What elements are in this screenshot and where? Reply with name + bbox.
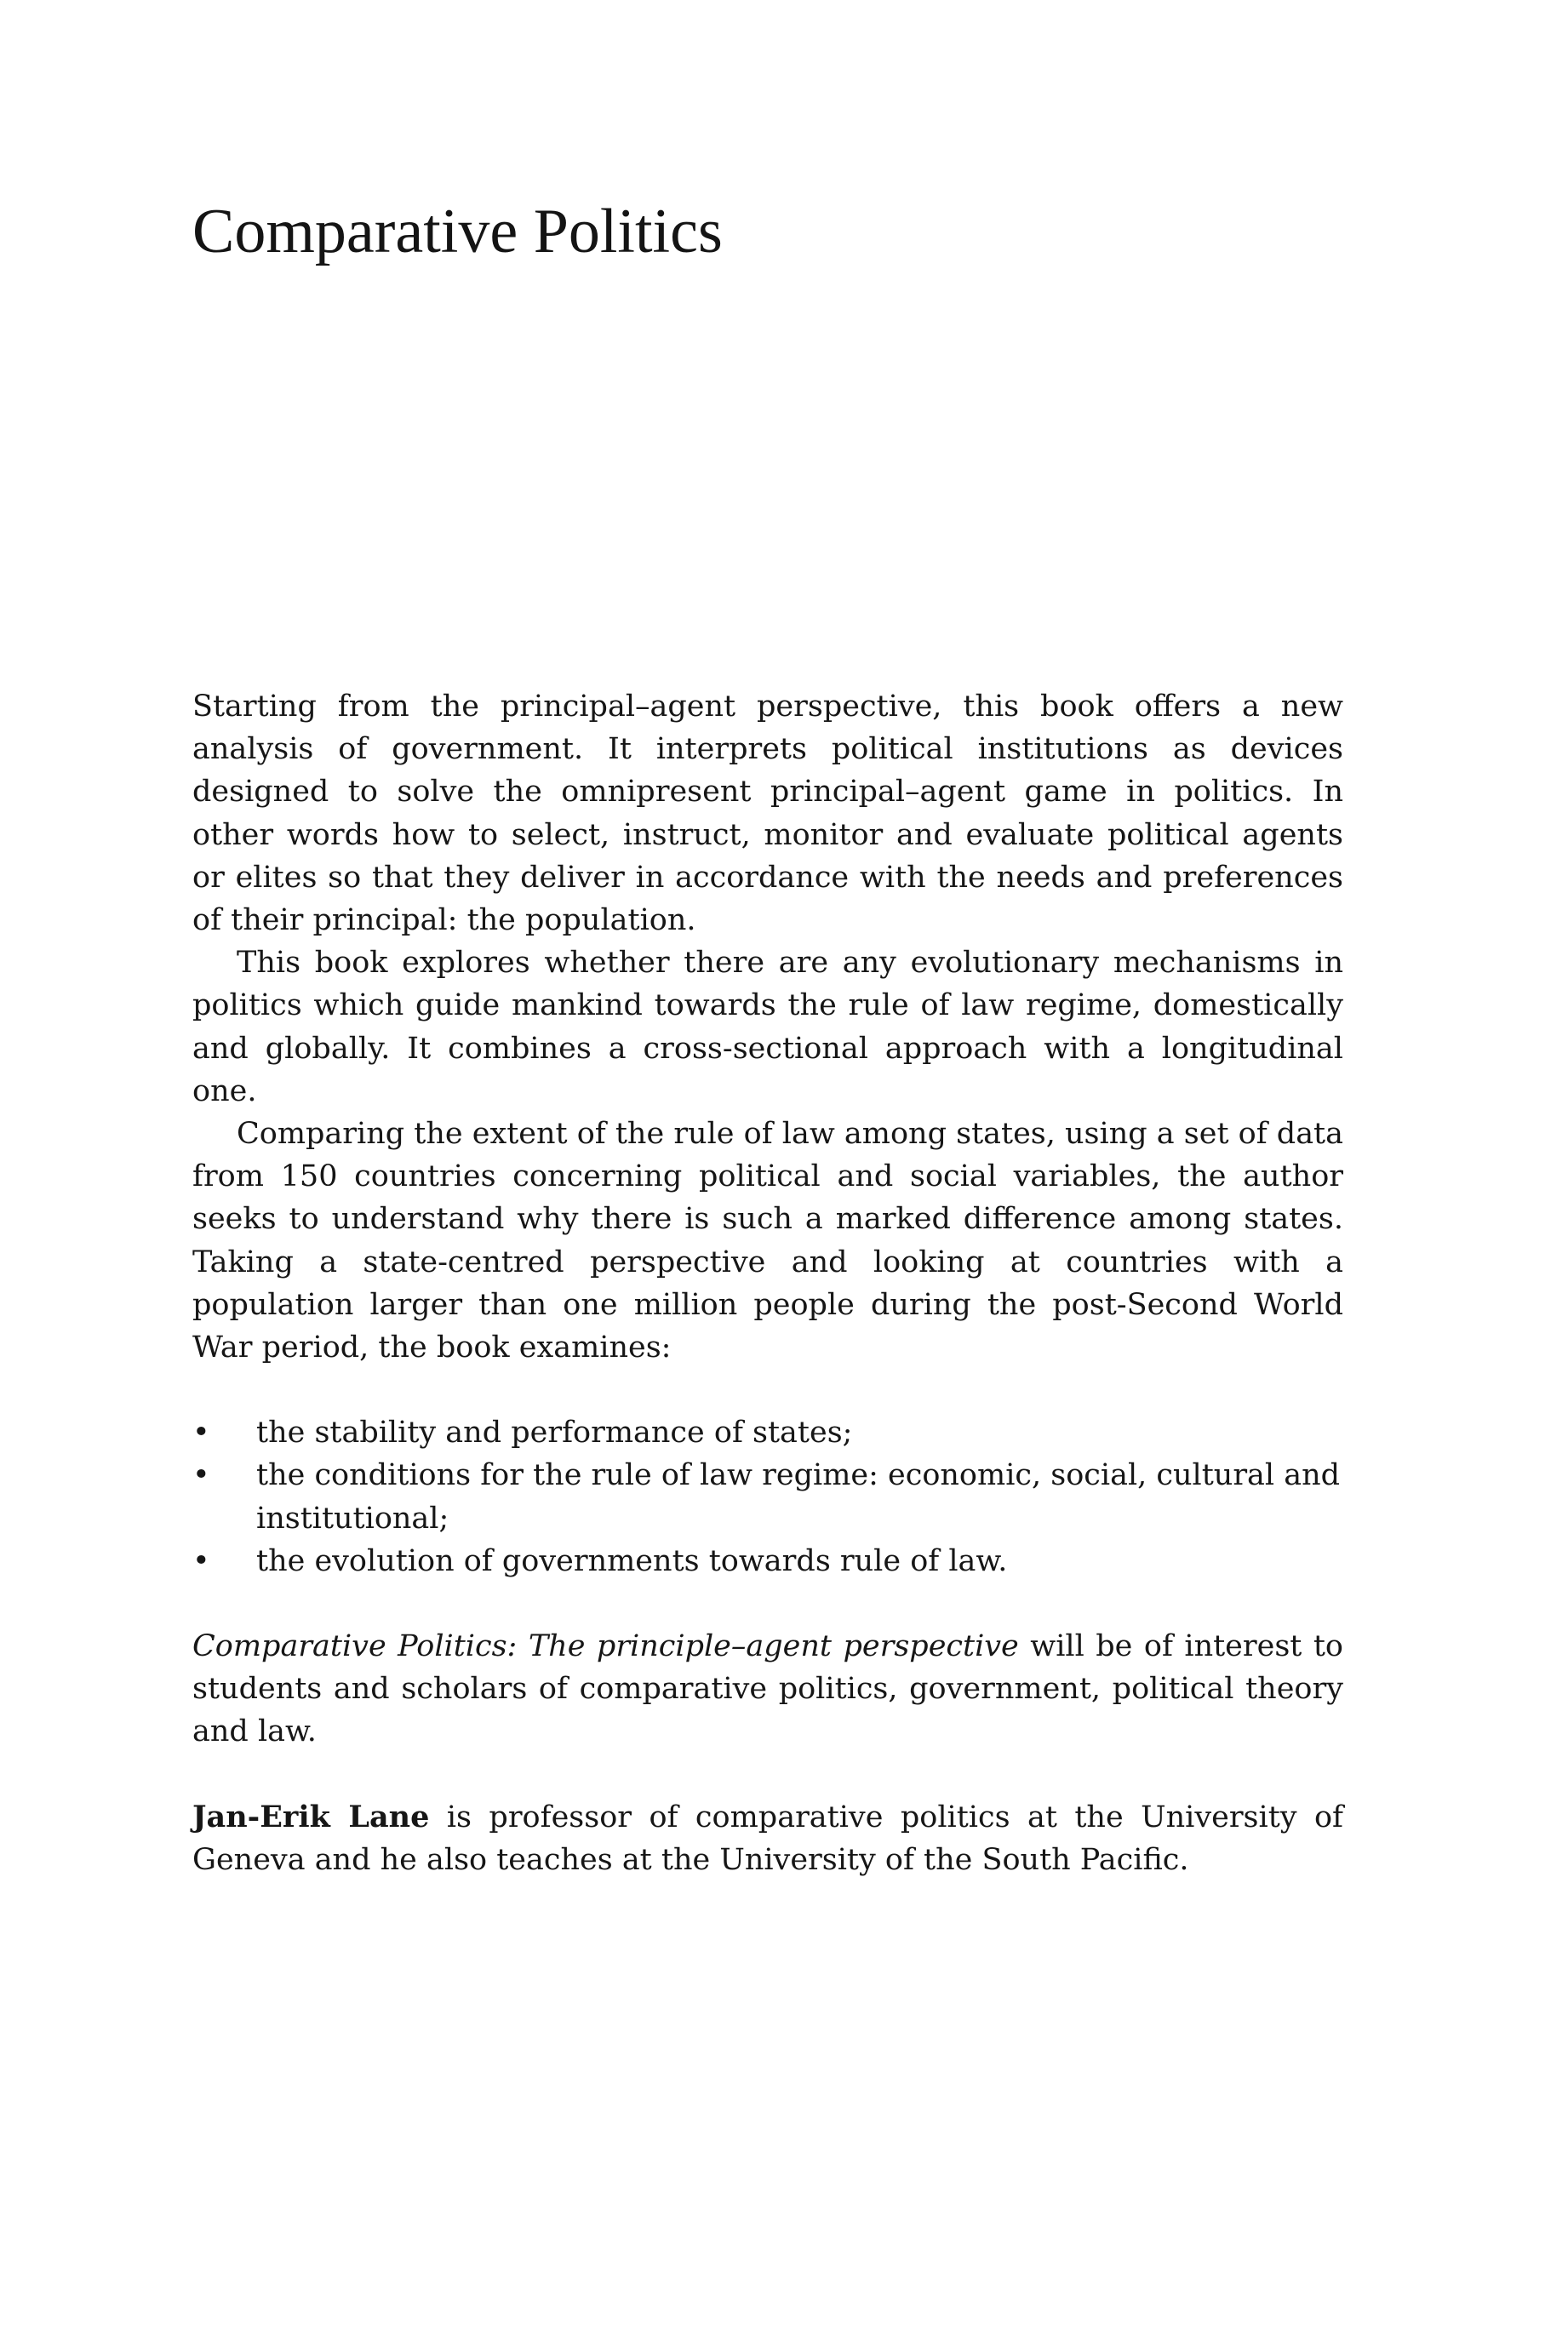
page-body (192, 685, 1343, 1881)
bullet-icon: • (192, 1458, 210, 1493)
author-name: Jan-Erik Lane (192, 1799, 430, 1834)
audience-blurb (192, 1625, 1343, 1754)
intro-paragraph: Starting from the principal–agent perspective, this book offers a new analysis of government. It interprets political institutions as devices designed to solve the omnipresent principal–agent game in politics. In other words how to select, instruct, monitor and evaluate political agents or elites so that they deliver in accordance with the needs and preferences of their principal: the population. (192, 690, 1343, 938)
book-title: Comparative Politics: The principle–agent perspective (192, 1629, 1019, 1664)
comparison-paragraph: Comparing the extent of the rule of law among states, using a set of data from 150 countries concerning political and social variables, the author seeks to understand why there is such a marked difference among states. Taking a state-centred perspective and looking at countries with a population larger than one million people during the post-Second World War period, the book examines: (192, 1117, 1343, 1365)
evolution-paragraph: This book explores whether there are any evolutionary mechanisms in politics which guide mankind towards the rule of law regime, domestically and globally. It combines a cross-sectional approach with a longitudinal one. (192, 946, 1343, 1108)
topics-list (192, 1411, 1343, 1582)
list-item-text: the stability and performance of states; (256, 1416, 853, 1451)
list-item (192, 1411, 1343, 1454)
list-item (192, 1540, 1343, 1582)
author-bio-text: is professor of comparative politics at the University of Geneva and he also teaches at the University of the South Pacific. (192, 1800, 1344, 1877)
list-item-text: the evolution of governments towards rule of law. (256, 1543, 1008, 1578)
author-bio (192, 1796, 1343, 1881)
page-title: Comparative Politics (192, 197, 723, 266)
list-item (192, 1454, 1343, 1539)
list-item-text: the conditions for the rule of law regime: economic, social, cultural and institutional; (256, 1458, 1341, 1536)
bullet-icon: • (192, 1416, 210, 1451)
blurb-text: will be of interest to students and scholars of comparative politics, government, political theory and law. (192, 1629, 1343, 1749)
bullet-icon: • (192, 1543, 210, 1578)
